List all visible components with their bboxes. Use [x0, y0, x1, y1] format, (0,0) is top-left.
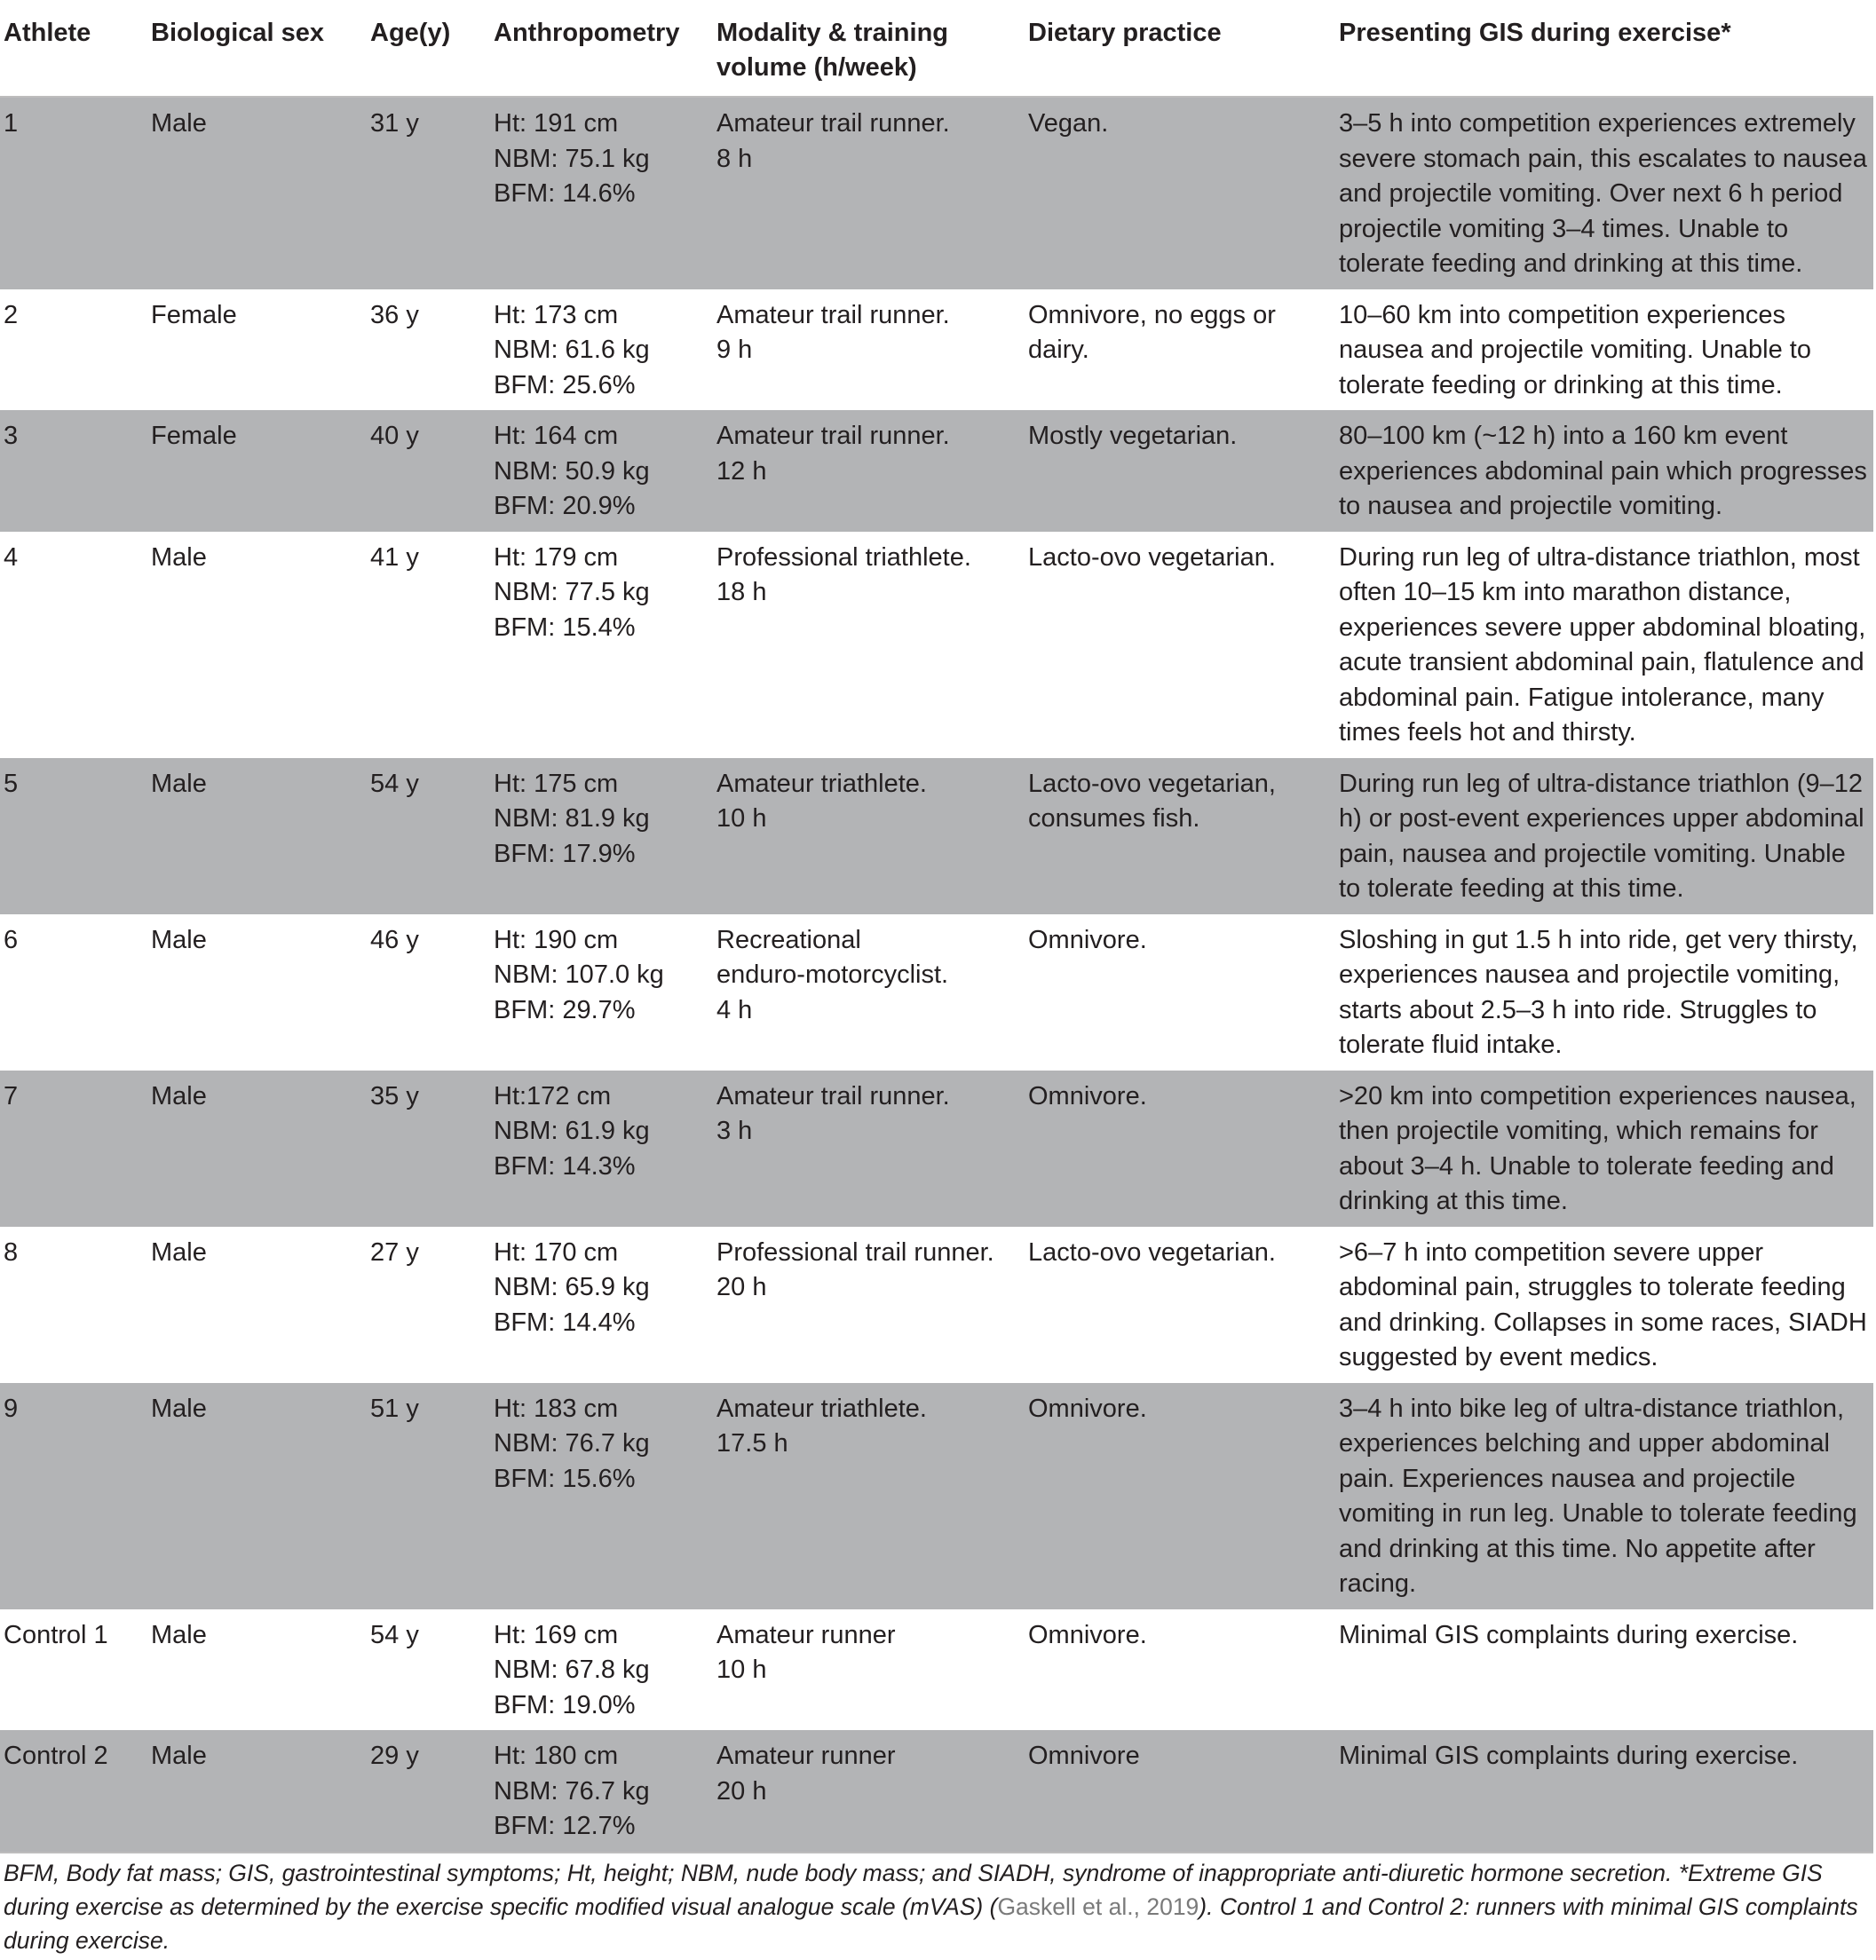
table-row — [0, 1383, 1873, 1609]
header-modality: Modality & training volume (h/week) — [716, 19, 948, 82]
cell-age: 40 y — [370, 410, 494, 532]
cell-biological-sex: Male — [151, 1620, 207, 1649]
cell-presenting-gis: Minimal GIS complaints during exercise. — [1339, 1730, 1873, 1853]
cell-athlete: 5 — [0, 758, 151, 914]
cell-presenting-gis: >6–7 h into competition severe upper abdominal pain, struggles to tolerate feeding and drinking. Collapses in some races, SIADH suggested by event medics. — [1339, 1237, 1867, 1371]
cell-modality: Amateur triathlete. 10 h — [716, 758, 1028, 914]
footnote-text-2: ). Control 1 and Control 2: runners with minimal GIS complaints during exercise. — [4, 1893, 1858, 1954]
cell-biological-sex: Male — [151, 97, 370, 289]
table-row — [0, 532, 1873, 758]
cell-athlete: 1 — [0, 97, 151, 289]
cell-dietary-practice: Omnivore. — [1028, 1383, 1339, 1609]
cell-biological-sex: Male — [151, 758, 370, 914]
cell-anthropometry: Ht:172 cm NBM: 61.9 kg BFM: 14.3% — [494, 1071, 716, 1227]
cell-anthropometry: Ht: 169 cm NBM: 67.8 kg BFM: 19.0% — [494, 1620, 650, 1719]
cell-dietary-practice: Lacto-ovo vegetarian, consumes fish. — [1028, 758, 1339, 914]
table-row — [0, 1227, 1873, 1383]
cell-dietary-practice: Omnivore — [1028, 1730, 1339, 1853]
cell-dietary-practice: Omnivore. — [1028, 925, 1147, 954]
cell-age: 35 y — [370, 1071, 494, 1227]
cell-biological-sex: Male — [151, 1071, 370, 1227]
table-row — [0, 410, 1873, 532]
cell-dietary-practice: Lacto-ovo vegetarian. — [1028, 542, 1276, 572]
header-presenting-gis: Presenting GIS during exercise* — [1339, 19, 1731, 47]
cell-modality: Professional triathlete. 18 h — [716, 542, 971, 606]
cell-dietary-practice: Lacto-ovo vegetarian. — [1028, 1237, 1276, 1267]
cell-modality: Professional trail runner. 20 h — [716, 1237, 994, 1301]
cell-modality: Amateur trail runner. 8 h — [716, 97, 1028, 289]
footnote-text-1: BFM, Body fat mass; GIS, gastrointestinal symptoms; Ht, height; NBM, nude body mass; and SIADH, syndrome of inappropriate anti-diuretic hormone secretion. *Extreme GIS during exercise as determined by the exercise specific modified visual analogue scale (mVAS) ( — [4, 1860, 1823, 1920]
cell-athlete: 6 — [4, 925, 19, 954]
cell-age: 41 y — [370, 542, 419, 572]
cell-presenting-gis: During run leg of ultra-distance triathlon (9–12 h) or post-event experiences upper abdominal pain, nausea and projectile vomiting. Unable to tolerate feeding at this time. — [1339, 758, 1873, 914]
cell-athlete: 2 — [4, 300, 19, 329]
table-header — [0, 0, 1873, 97]
cell-age: 27 y — [370, 1237, 419, 1267]
cell-biological-sex: Male — [151, 542, 207, 572]
cell-age: 46 y — [370, 925, 419, 954]
cell-athlete: 4 — [4, 542, 19, 572]
cell-dietary-practice: Omnivore. — [1028, 1620, 1147, 1649]
cell-presenting-gis: 3–4 h into bike leg of ultra-distance triathlon, experiences belching and upper abdominal pain. Experiences nausea and projectile vomiting in run leg. Unable to tolerate feeding and drinking at this time. No appetite after racing. — [1339, 1383, 1873, 1609]
cell-age: 36 y — [370, 300, 419, 329]
header-biological-sex: Biological sex — [151, 19, 325, 47]
cell-athlete: 3 — [0, 410, 151, 532]
cell-anthropometry: Ht: 175 cm NBM: 81.9 kg BFM: 17.9% — [494, 758, 716, 914]
cell-modality: Amateur trail runner. 9 h — [716, 300, 950, 364]
cell-presenting-gis: Sloshing in gut 1.5 h into ride, get very thirsty, experiences nausea and projectile vomiting, starts about 2.5–3 h into ride. Struggles to tolerate fluid intake. — [1339, 925, 1858, 1059]
table-row — [0, 1730, 1873, 1853]
cell-anthropometry: Ht: 179 cm NBM: 77.5 kg BFM: 15.4% — [494, 542, 650, 642]
cell-modality: Amateur trail runner. 3 h — [716, 1071, 1028, 1227]
cell-age: 54 y — [370, 1620, 419, 1649]
header-age: Age(y) — [370, 19, 451, 47]
table-row — [0, 914, 1873, 1071]
cell-biological-sex: Male — [151, 1383, 370, 1609]
cell-dietary-practice: Omnivore. — [1028, 1071, 1339, 1227]
cell-dietary-practice: Omnivore, no eggs or dairy. — [1028, 300, 1276, 364]
table-row — [0, 1609, 1873, 1731]
cell-age: 29 y — [370, 1730, 494, 1853]
header-row — [0, 0, 1873, 97]
cell-athlete: Control 2 — [0, 1730, 151, 1853]
cell-dietary-practice: Vegan. — [1028, 97, 1339, 289]
cell-biological-sex: Male — [151, 925, 207, 954]
cell-presenting-gis: >20 km into competition experiences nausea, then projectile vomiting, which remains for about 3–4 h. Unable to tolerate feeding and drinking at this time. — [1339, 1071, 1873, 1227]
cell-age: 51 y — [370, 1383, 494, 1609]
cell-athlete: 9 — [0, 1383, 151, 1609]
header-anthropometry: Anthropometry — [494, 19, 680, 47]
cell-anthropometry: Ht: 190 cm NBM: 107.0 kg BFM: 29.7% — [494, 925, 664, 1024]
table-row — [0, 97, 1873, 289]
table-row — [0, 289, 1873, 411]
cell-modality: Recreational enduro-motorcyclist. 4 h — [716, 925, 949, 1024]
header-athlete: Athlete — [4, 19, 91, 47]
cell-anthropometry: Ht: 191 cm NBM: 75.1 kg BFM: 14.6% — [494, 97, 716, 289]
header-dietary-practice: Dietary practice — [1028, 19, 1222, 47]
table-row — [0, 758, 1873, 914]
cell-biological-sex: Female — [151, 300, 237, 329]
cell-modality: Amateur triathlete. 17.5 h — [716, 1383, 1028, 1609]
cell-athlete: 7 — [0, 1071, 151, 1227]
cell-dietary-practice: Mostly vegetarian. — [1028, 410, 1339, 532]
cell-biological-sex: Male — [151, 1730, 370, 1853]
cell-athlete: 8 — [4, 1237, 19, 1267]
table-body — [0, 97, 1873, 1853]
cell-presenting-gis: 10–60 km into competition experiences nausea and projectile vomiting. Unable to tolerate feeding or drinking at this time. — [1339, 300, 1811, 399]
cell-presenting-gis: 3–5 h into competition experiences extremely severe stomach pain, this escalates to nausea and projectile vomiting. Over next 6 h period projectile vomiting 3–4 times. Unable to tolerate feeding and drinking at this time. — [1339, 97, 1873, 289]
cell-modality: Amateur runner 20 h — [716, 1730, 1028, 1853]
cell-age: 54 y — [370, 758, 494, 914]
cell-anthropometry: Ht: 164 cm NBM: 50.9 kg BFM: 20.9% — [494, 410, 716, 532]
cell-anthropometry: Ht: 183 cm NBM: 76.7 kg BFM: 15.6% — [494, 1383, 716, 1609]
cell-modality: Amateur trail runner. 12 h — [716, 410, 1028, 532]
cell-athlete: Control 1 — [4, 1620, 108, 1649]
cell-anthropometry: Ht: 173 cm NBM: 61.6 kg BFM: 25.6% — [494, 300, 650, 399]
cell-biological-sex: Male — [151, 1237, 207, 1267]
table-footnote — [4, 1856, 1868, 1957]
cell-biological-sex: Female — [151, 410, 370, 532]
cell-presenting-gis: Minimal GIS complaints during exercise. — [1339, 1620, 1799, 1649]
cell-presenting-gis: 80–100 km (~12 h) into a 160 km event experiences abdominal pain which progresses to nausea and projectile vomiting. — [1339, 410, 1873, 532]
cell-anthropometry: Ht: 180 cm NBM: 76.7 kg BFM: 12.7% — [494, 1730, 716, 1853]
cell-presenting-gis: During run leg of ultra-distance triathlon, most often 10–15 km into marathon distance, experiences severe upper abdominal bloating, acute transient abdominal pain, flatulence and abdominal pain. Fatigue intolerance, many times feels hot and thirsty. — [1339, 542, 1866, 747]
cell-modality: Amateur runner 10 h — [716, 1620, 896, 1684]
cell-age: 31 y — [370, 97, 494, 289]
cell-anthropometry: Ht: 170 cm NBM: 65.9 kg BFM: 14.4% — [494, 1237, 650, 1337]
table-row — [0, 1071, 1873, 1227]
footnote-citation-link[interactable]: Gaskell et al., 2019 — [997, 1893, 1199, 1920]
